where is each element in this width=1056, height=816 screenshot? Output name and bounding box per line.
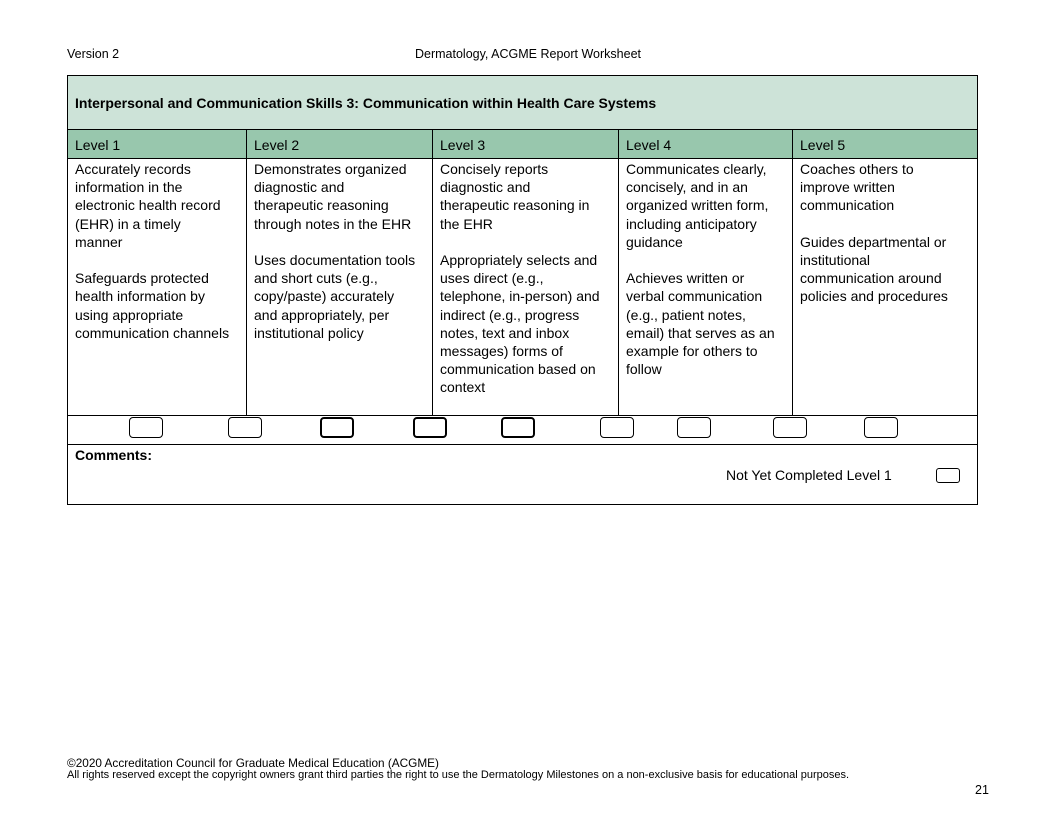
milestone-line: communication based on <box>440 361 596 378</box>
milestone-line: Communicates clearly, <box>626 161 767 177</box>
rating-checkbox-2-5[interactable] <box>413 417 447 438</box>
milestone-line: diagnostic and <box>254 179 345 196</box>
milestone-line: (EHR) in a timely <box>75 215 181 232</box>
milestone-line: diagnostic and <box>440 179 531 196</box>
milestone-line: organized written form, <box>626 197 769 214</box>
level-2-label: Level 2 <box>254 137 300 153</box>
milestone-text <box>254 160 415 233</box>
milestone-line: electronic health record <box>75 197 221 214</box>
milestone-text <box>626 160 775 251</box>
rating-checkbox-5[interactable] <box>864 417 898 438</box>
milestone-line: verbal communication <box>626 288 763 305</box>
milestone-line: including anticipatory <box>626 215 757 232</box>
level-3-milestones <box>440 160 600 397</box>
milestone-line: information in the <box>75 179 183 196</box>
level-2-milestones <box>254 160 415 342</box>
row-divider <box>68 415 977 416</box>
milestone-line: indirect (e.g., progress <box>440 306 580 323</box>
level-1-milestones <box>75 160 229 342</box>
milestone-line: the EHR <box>440 215 493 232</box>
copyright-notice: ©2020 Accreditation Council for Graduate Medical Education (ACGME) <box>67 756 439 770</box>
milestone-line: Coaches others to <box>800 161 914 177</box>
column-divider <box>792 130 793 415</box>
milestone-line: Achieves written or <box>626 270 745 287</box>
milestone-line: Concisely reports <box>440 161 549 177</box>
rating-checkbox-3-5[interactable] <box>600 417 634 438</box>
milestone-text <box>626 269 775 378</box>
milestone-line: email) that serves as an <box>626 324 775 341</box>
milestone-line: Uses documentation tools <box>254 252 416 268</box>
level-4-milestones <box>626 160 775 378</box>
rating-checkbox-3[interactable] <box>501 417 535 438</box>
milestone-line: example for others to <box>626 343 758 360</box>
column-divider <box>618 130 619 415</box>
rating-checkbox-1-5[interactable] <box>228 417 262 438</box>
version-label: Version 2 <box>67 47 120 61</box>
milestone-line: (e.g., patient notes, <box>626 306 746 323</box>
rights-notice: All rights reserved except the copyright owners grant third parties the right to use the Dermatology Milestones on a non-exclusive basis for educational purposes. <box>67 769 850 781</box>
milestone-line: therapeutic reasoning in <box>440 197 590 214</box>
column-divider <box>246 130 247 415</box>
rating-checkbox-1[interactable] <box>129 417 163 438</box>
milestone-line: messages) forms of <box>440 343 563 360</box>
rating-checkbox-4-5[interactable] <box>773 417 807 438</box>
page-number: 21 <box>975 783 989 797</box>
milestone-line: policies and procedures <box>800 288 948 305</box>
milestone-line: health information by <box>75 288 205 305</box>
milestone-line: institutional <box>800 252 871 268</box>
milestone-line: communication around <box>800 270 942 287</box>
milestone-line: context <box>440 379 486 396</box>
section-title: Interpersonal and Communication Skills 3: Communication within Health Care Systems <box>68 76 977 130</box>
milestone-line: follow <box>626 361 662 378</box>
milestone-line: uses direct (e.g., <box>440 270 544 287</box>
milestone-line: notes, text and inbox <box>440 324 570 341</box>
level-1-label: Level 1 <box>75 137 121 153</box>
not-yet-completed-label: Not Yet Completed Level 1 <box>726 467 892 483</box>
milestone-line: and short cuts (e.g., <box>254 270 378 287</box>
milestone-line: Guides departmental or <box>800 233 947 250</box>
milestone-text <box>800 233 948 306</box>
milestone-text <box>75 269 229 342</box>
milestone-line: through notes in the EHR <box>254 215 412 232</box>
milestone-text <box>800 160 948 215</box>
milestone-line: institutional policy <box>254 324 364 341</box>
milestone-text <box>440 160 600 233</box>
level-3-label: Level 3 <box>440 137 486 153</box>
document-title: Dermatology, ACGME Report Worksheet <box>414 47 641 61</box>
level-5-milestones <box>800 160 948 306</box>
milestone-line: and appropriately, per <box>254 306 390 323</box>
comments-label: Comments: <box>75 447 153 463</box>
level-5-label: Level 5 <box>800 137 846 153</box>
milestone-line: guidance <box>626 233 683 250</box>
milestone-text <box>440 251 600 397</box>
milestone-line: copy/paste) accurately <box>254 288 395 305</box>
milestone-line: concisely, and in an <box>626 179 748 196</box>
milestone-line: therapeutic reasoning <box>254 197 389 214</box>
milestone-text <box>254 251 415 342</box>
milestone-line: telephone, in-person) and <box>440 288 600 305</box>
milestone-text <box>75 160 229 251</box>
row-divider <box>68 444 977 445</box>
rating-checkbox-2[interactable] <box>320 417 354 438</box>
milestone-line: using appropriate <box>75 306 184 323</box>
milestone-line: improve written <box>800 179 895 196</box>
milestone-line: manner <box>75 233 123 250</box>
milestone-line: Appropriately selects and <box>440 252 598 268</box>
rating-checkbox-4[interactable] <box>677 417 711 438</box>
milestone-line: Accurately records <box>75 161 191 177</box>
column-divider <box>432 130 433 415</box>
not-yet-completed-checkbox[interactable] <box>936 468 960 483</box>
milestone-line: communication channels <box>75 324 230 341</box>
milestone-line: communication <box>800 197 895 214</box>
level-4-label: Level 4 <box>626 137 672 153</box>
milestone-line: Demonstrates organized <box>254 161 407 177</box>
milestone-line: Safeguards protected <box>75 270 209 287</box>
